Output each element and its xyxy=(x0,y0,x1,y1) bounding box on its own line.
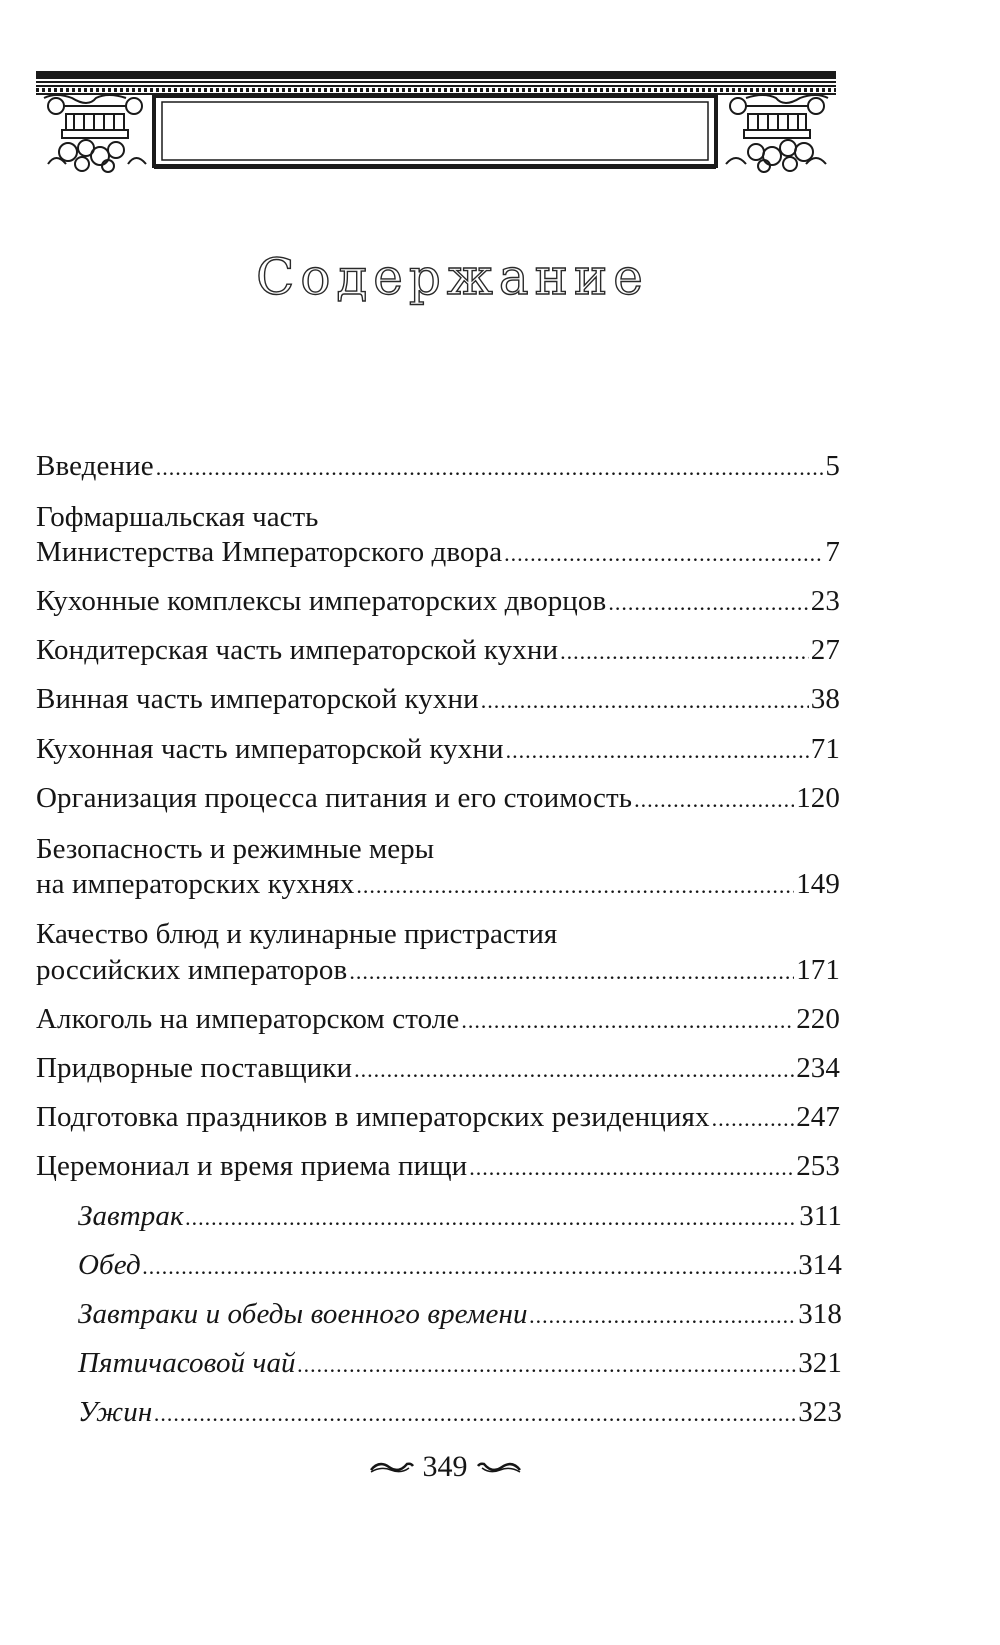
toc-entry[interactable] xyxy=(36,446,840,486)
toc-subentry-title: Завтраки и обеды военного времени xyxy=(78,1298,528,1330)
toc-entry-page: 253 xyxy=(796,1150,840,1182)
leader-dots xyxy=(712,1099,795,1139)
leader-dots xyxy=(461,1001,794,1041)
toc-entry[interactable] xyxy=(36,630,840,670)
toc-entry[interactable] xyxy=(36,679,840,719)
toc-subentry-title: Обед xyxy=(78,1249,141,1281)
toc-entry[interactable] xyxy=(36,999,840,1039)
toc-entry[interactable] xyxy=(36,950,840,990)
right-flourish-icon xyxy=(476,1458,522,1476)
toc-entry-page: 7 xyxy=(825,536,840,568)
toc-entry-title: Подготовка праздников в императорских резиденциях xyxy=(36,1101,710,1133)
toc-entry-title: Кухонная часть императорской кухни xyxy=(36,733,504,765)
toc-entry-title-line1: Безопасность и режимные меры xyxy=(36,833,435,865)
leader-dots xyxy=(143,1247,796,1287)
toc-entry-title: Кондитерская часть императорской кухни xyxy=(36,634,559,666)
toc-entry-page: 234 xyxy=(796,1052,840,1084)
toc-entry-page: 220 xyxy=(796,1003,840,1035)
page-number: 349 xyxy=(422,1450,468,1483)
toc-entry-title: Кухонные комплексы императорских дворцов xyxy=(36,585,607,617)
toc-entry-page: 27 xyxy=(810,634,840,666)
toc-entry-page: 149 xyxy=(796,868,840,900)
toc-entry-page: 247 xyxy=(796,1101,840,1133)
toc-subentry-title: Завтрак xyxy=(78,1200,184,1232)
toc-entry[interactable] xyxy=(36,1048,840,1088)
toc-subentry-title: Пятичасовой чай xyxy=(78,1347,296,1379)
leader-dots xyxy=(156,448,824,488)
leader-dots xyxy=(560,632,809,672)
toc-subentry-page: 321 xyxy=(798,1347,842,1379)
leader-dots xyxy=(506,731,809,771)
leader-dots xyxy=(154,1394,796,1434)
toc-entry-title-line1: Гофмаршальская часть xyxy=(36,501,319,533)
toc-entry-title: Организация процесса питания и его стоимость xyxy=(36,782,633,814)
toc-entry[interactable] xyxy=(36,1146,840,1186)
left-flourish-icon xyxy=(369,1458,415,1476)
toc-subentry-title: Ужин xyxy=(78,1396,153,1428)
toc-entry-title: Введение xyxy=(36,450,154,482)
toc-entry-page: 5 xyxy=(825,450,840,482)
toc-entry[interactable] xyxy=(36,532,840,572)
leader-dots xyxy=(504,534,823,574)
page-title: Содержание xyxy=(256,248,649,306)
toc-entry[interactable] xyxy=(36,864,840,904)
leader-dots xyxy=(608,583,808,623)
toc-entry-page: 171 xyxy=(796,954,840,986)
leader-dots xyxy=(481,681,809,721)
toc-subentry[interactable] xyxy=(78,1392,842,1432)
toc-subentry-page: 323 xyxy=(798,1396,842,1428)
toc-entry-page: 71 xyxy=(810,733,840,765)
toc-entry-title: Придворные поставщики xyxy=(36,1052,353,1084)
leader-dots xyxy=(354,1050,794,1090)
toc-entry[interactable] xyxy=(36,729,840,769)
toc-entry[interactable] xyxy=(36,1097,840,1137)
toc-entry[interactable] xyxy=(36,581,840,621)
leader-dots xyxy=(186,1198,798,1238)
toc-entry-page: 38 xyxy=(810,683,840,715)
toc-entry-title: на императорских кухнях xyxy=(36,868,355,900)
toc-entry-title: Церемониал и время приема пищи xyxy=(36,1150,468,1182)
leader-dots xyxy=(356,866,794,906)
toc-entry-title: российских императоров xyxy=(36,954,348,986)
toc-entry-title: Алкоголь на императорском столе xyxy=(36,1003,460,1035)
toc-entry-page: 23 xyxy=(810,585,840,617)
leader-dots xyxy=(530,1296,797,1336)
toc-subentry[interactable] xyxy=(78,1196,842,1236)
page-footer xyxy=(0,1450,890,1484)
leader-dots xyxy=(634,780,794,820)
toc-subentry[interactable] xyxy=(78,1294,842,1334)
toc-subentry[interactable] xyxy=(78,1245,842,1285)
toc-subentry-page: 318 xyxy=(798,1298,842,1330)
toc-subentry[interactable] xyxy=(78,1343,842,1383)
toc-entry[interactable] xyxy=(36,778,840,818)
toc-entry-title: Винная часть императорской кухни xyxy=(36,683,479,715)
leader-dots xyxy=(349,952,794,992)
toc-subentry-page: 311 xyxy=(799,1200,842,1232)
leader-dots xyxy=(298,1345,797,1385)
toc-entry-title-line1: Качество блюд и кулинарные пристрастия xyxy=(36,918,558,950)
toc-subentry-page: 314 xyxy=(798,1249,842,1281)
toc-entry-page: 120 xyxy=(796,782,840,814)
toc-entry-title: Министерства Императорского двора xyxy=(36,536,503,568)
leader-dots xyxy=(469,1148,794,1188)
